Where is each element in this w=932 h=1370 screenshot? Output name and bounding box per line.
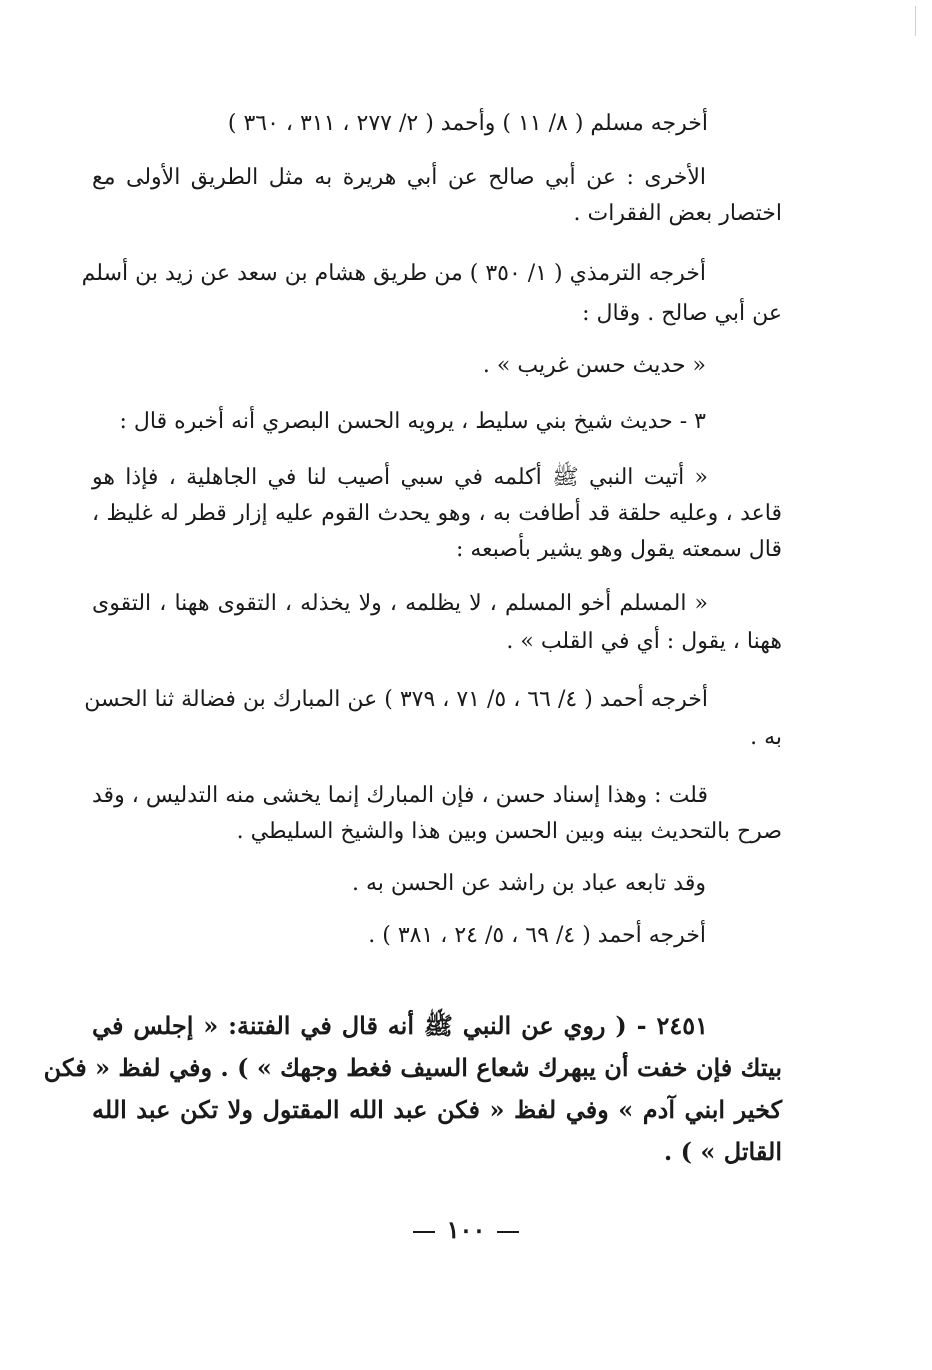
text-line: أخرجه مسلم ( ٨/ ١١ ) وأحمد ( ٢/ ٢٧٧ ، ٣١١ ، ٣٦٠ ) (227, 111, 708, 136)
text-line: « أتيت النبي ﷺ أكلمه في سبي أصيب لنا في الجاهلية ، فإذا هو (92, 465, 708, 490)
page-number (0, 1215, 932, 1244)
text-line: قال سمعته يقول وهو يشير بأصبعه : (455, 537, 782, 562)
text-line: « المسلم أخو المسلم ، لا يظلمه ، ولا يخذله ، التقوى ههنا ، التقوى (92, 591, 708, 616)
text-line: القاتل » ) . (663, 1137, 782, 1166)
text-line: قلت : وهذا إسناد حسن ، فإن المبارك إنما يخشى منه التدليس ، وقد (92, 783, 708, 808)
text-line: اختصار بعض الفقرات . (573, 201, 782, 226)
text-line: ههنا ، يقول : أي في القلب » . (506, 629, 782, 654)
text-line: صرح بالتحديث بينه وبين الحسن وبين هذا والشيخ السليطي . (236, 819, 782, 844)
dash-left (497, 1231, 519, 1233)
text-line: ٢٤٥١ - ( روي عن النبي ﷺ أنه قال في الفتنة: « إجلس في (92, 1011, 708, 1040)
text-line: أخرجه الترمذي ( ١/ ٣٥٠ ) من طريق هشام بن سعد عن زيد بن أسلم (81, 261, 706, 286)
text-line: وقد تابعه عباد بن راشد عن الحسن به . (351, 871, 706, 896)
text-line: أخرجه أحمد ( ٤/ ٦٦ ، ٥/ ٧١ ، ٣٧٩ ) عن المبارك بن فضالة ثنا الحسن (84, 687, 708, 712)
text-line: به . (750, 725, 782, 750)
text-line: « حديث حسن غريب » . (482, 353, 706, 378)
dash-right (413, 1231, 435, 1233)
text-line: قاعد ، وعليه حلقة قد أطافت به ، وهو يحدث القوم عليه إزار قطر له غليظ ، (92, 501, 782, 526)
scan-edge-mark (915, 6, 916, 36)
page-body (43, 100, 782, 1250)
text-line: ٣ - حديث شيخ بني سليط ، يرويه الحسن البصري أنه أخبره قال : (119, 409, 706, 434)
text-line: عن أبي صالح . وقال : (582, 301, 782, 326)
text-line: الأخرى : عن أبي صالح عن أبي هريرة به مثل الطريق الأولى مع (92, 165, 706, 190)
text-line: بيتك فإن خفت أن يبهرك شعاع السيف فغط وجهك » ) . وفي لفظ « فكن (43, 1053, 782, 1082)
text-line: أخرجه أحمد ( ٤/ ٦٩ ، ٥/ ٢٤ ، ٣٨١ ) . (368, 923, 706, 948)
text-line: كخير ابني آدم » وفي لفظ « فكن عبد الله المقتول ولا تكن عبد الله (92, 1095, 782, 1124)
page-number-value: ١٠٠ (446, 1215, 486, 1244)
